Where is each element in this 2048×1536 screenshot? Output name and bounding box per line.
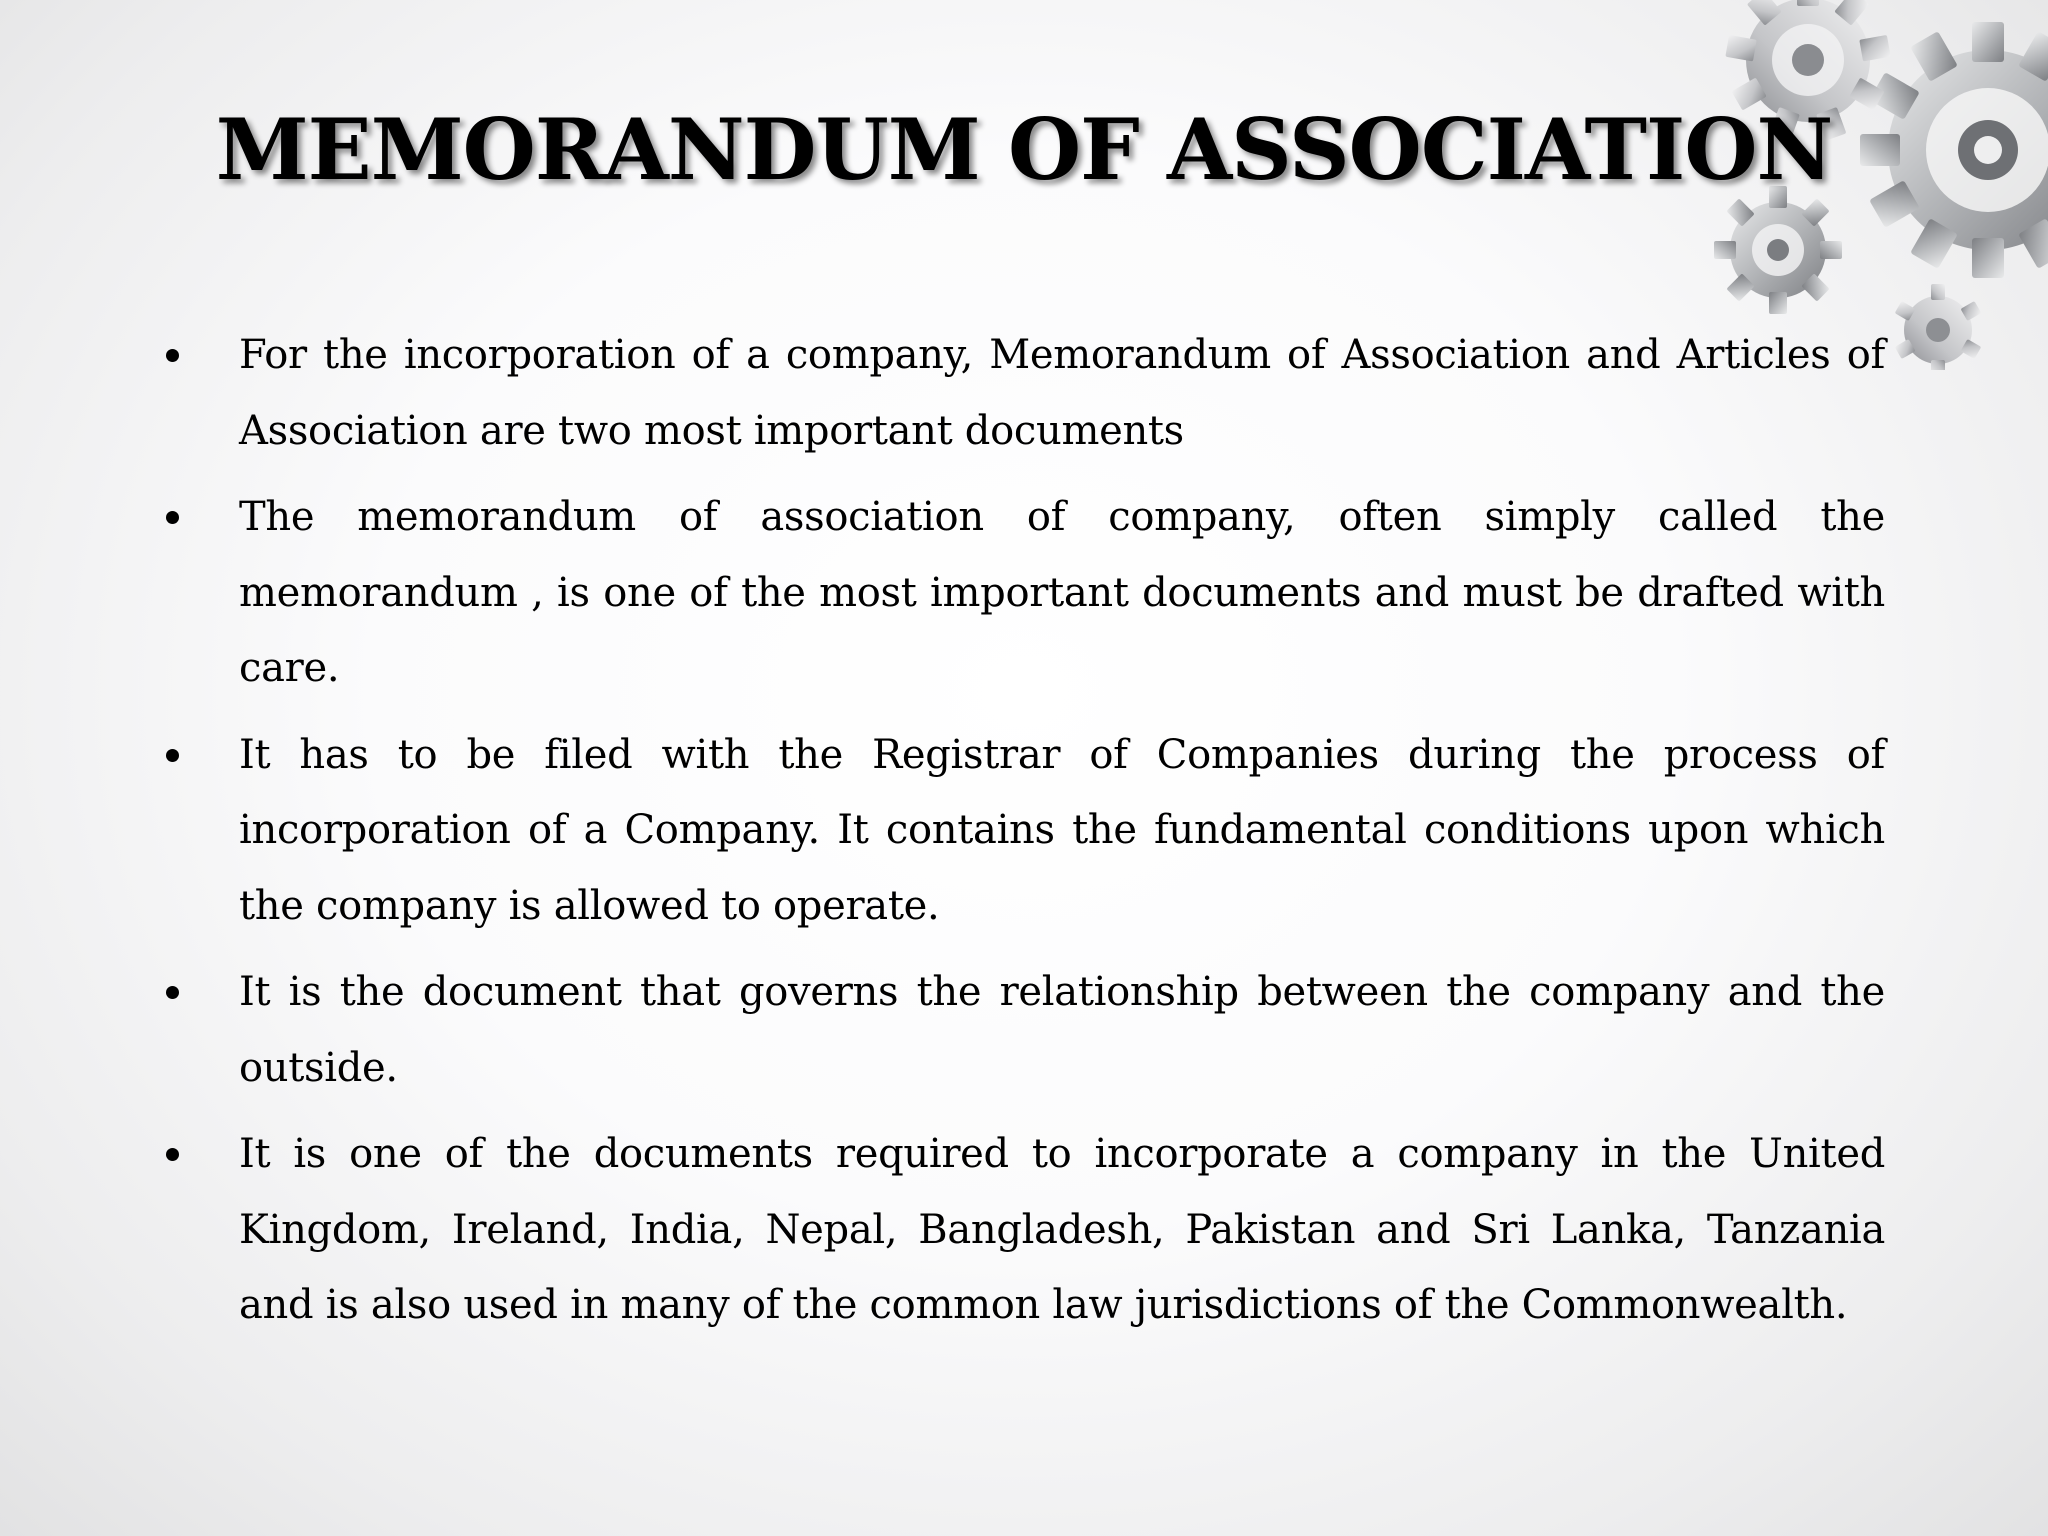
bullet-icon xyxy=(166,511,179,524)
bullet-icon xyxy=(166,1148,179,1161)
bullet-item xyxy=(160,1117,1885,1344)
bullet-text: It is one of the documents required to incorporate a company in the United Kingdom, Ireland, India, Nepal, Bangladesh, Pakistan and Sri Lanka, Tanzania and is also used in many of the common law jurisdictions of the Commonwealth. xyxy=(239,1131,1885,1328)
bullet-item xyxy=(160,318,1885,469)
bullet-item xyxy=(160,955,1885,1106)
bullet-text: For the incorporation of a company, Memorandum of Association and Articles of Association are two most important documents xyxy=(239,332,1885,454)
bullet-icon xyxy=(166,749,179,762)
bullet-text: It has to be filed with the Registrar of Companies during the process of incorporation of a Company. It contains the fundamental conditions upon which the company is allowed to operate. xyxy=(239,731,1885,929)
bullet-icon xyxy=(166,986,179,999)
slide-title: MEMORANDUM OF ASSOCIATION xyxy=(215,100,1833,199)
bullet-list xyxy=(160,318,1885,1355)
bullet-icon xyxy=(166,349,179,362)
bullet-item xyxy=(160,718,1885,945)
bullet-text: It is the document that governs the relationship between the company and the outside. xyxy=(239,969,1885,1091)
bullet-item xyxy=(160,480,1885,707)
bullet-text: The memorandum of association of company, often simply called the memorandum , is one of the most important documents and must be drafted with care. xyxy=(239,494,1885,691)
